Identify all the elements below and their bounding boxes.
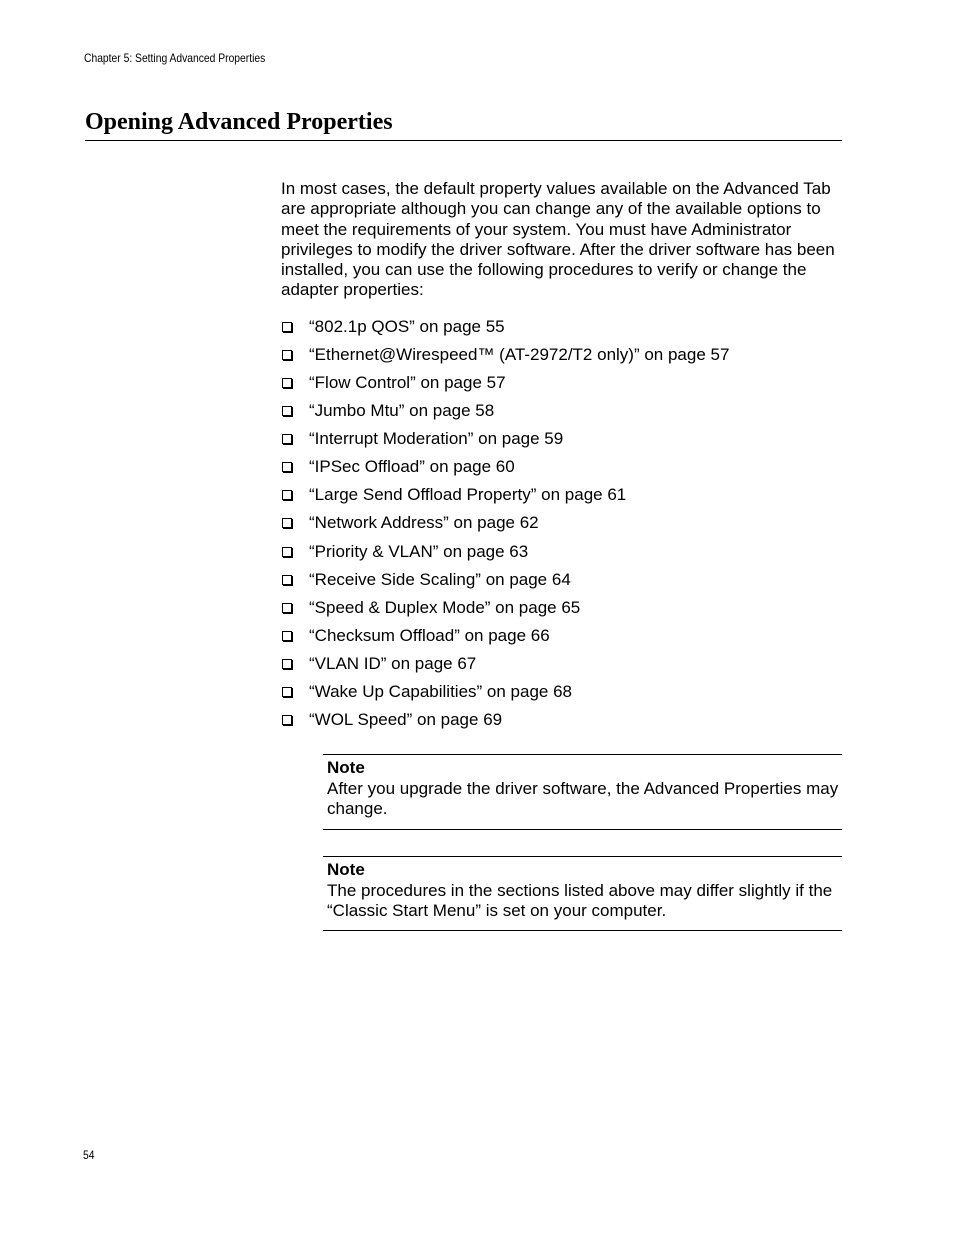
checkbox-bullet-icon: [282, 434, 292, 444]
link-flow-control[interactable]: “Flow Control” on page 57: [309, 373, 506, 393]
link-jumbo-mtu[interactable]: “Jumbo Mtu” on page 58: [309, 401, 495, 421]
note-body: After you upgrade the driver software, the Advanced Properties may change.: [327, 778, 839, 818]
checkbox-bullet-icon: [282, 631, 292, 641]
title-divider: [85, 140, 842, 141]
running-header: Chapter 5: Setting Advanced Properties: [84, 51, 266, 65]
checkbox-bullet-icon: [282, 350, 292, 360]
checkbox-bullet-icon: [282, 322, 292, 332]
link-large-send-offload[interactable]: “Large Send Offload Property” on page 61: [309, 485, 627, 505]
note-body: The procedures in the sections listed above may differ slightly if the “Classic Start Menu” is set on your computer.: [327, 880, 833, 920]
link-network-address[interactable]: “Network Address” on page 62: [309, 513, 539, 533]
link-ipsec-offload[interactable]: “IPSec Offload” on page 60: [309, 457, 515, 477]
link-wol-speed[interactable]: “WOL Speed” on page 69: [309, 709, 503, 729]
checkbox-bullet-icon: [282, 659, 292, 669]
link-interrupt-moderation[interactable]: “Interrupt Moderation” on page 59: [309, 429, 564, 449]
page-number: 54: [83, 1148, 95, 1162]
link-speed-duplex-mode[interactable]: “Speed & Duplex Mode” on page 65: [309, 597, 581, 617]
checkbox-bullet-icon: [282, 575, 292, 585]
checkbox-bullet-icon: [282, 603, 292, 613]
link-wake-up-capabilities[interactable]: “Wake Up Capabilities” on page 68: [309, 681, 573, 701]
checkbox-bullet-icon: [282, 715, 292, 725]
link-receive-side-scaling[interactable]: “Receive Side Scaling” on page 64: [309, 569, 571, 589]
link-vlan-id[interactable]: “VLAN ID” on page 67: [309, 653, 477, 673]
checkbox-bullet-icon: [282, 406, 292, 416]
link-checksum-offload[interactable]: “Checksum Offload” on page 66: [309, 625, 550, 645]
note-box-classic-start-menu: [323, 856, 842, 931]
checkbox-bullet-icon: [282, 687, 292, 697]
checkbox-bullet-icon: [282, 378, 292, 388]
checkbox-bullet-icon: [282, 518, 292, 528]
note-title: Note: [327, 860, 365, 879]
link-priority-vlan[interactable]: “Priority & VLAN” on page 63: [309, 541, 529, 561]
checkbox-bullet-icon: [282, 490, 292, 500]
note-box-upgrade: [323, 754, 842, 830]
checkbox-bullet-icon: [282, 547, 292, 557]
link-ethernet-wirespeed[interactable]: “Ethernet@Wirespeed™ (AT-2972/T2 only)” on page 57: [309, 345, 730, 365]
intro-paragraph: In most cases, the default property values available on the Advanced Tab are appropriate although you can change any of the available options to meet the requirements of your system. You must have Administrator privileges to modify the driver software. After the driver software has been installed, you can use the following procedures to verify or change the adapter properties:: [281, 179, 835, 300]
note-title: Note: [327, 758, 365, 777]
link-802-1p-qos[interactable]: “802.1p QOS” on page 55: [309, 317, 505, 336]
checkbox-bullet-icon: [282, 462, 292, 472]
section-title: Opening Advanced Properties: [85, 109, 393, 135]
